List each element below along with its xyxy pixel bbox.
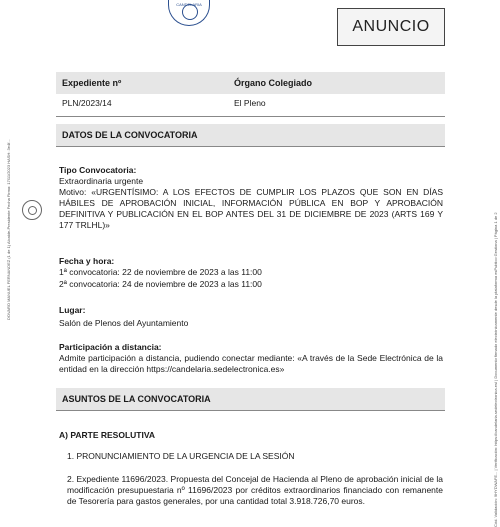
seal-text: CANDELARIA: [176, 2, 202, 7]
parte-resolutiva-title: A) PARTE RESOLUTIVA: [59, 430, 156, 440]
fecha-segunda: 2ª convocatoria: 24 de noviembre de 2023 a las 11:00: [59, 279, 262, 289]
tipo-label: Tipo Convocatoria:: [59, 165, 137, 175]
municipal-seal-logo: [168, 0, 210, 26]
right-margin-validation: Cód. Validación: 9HYDWAFE... | Verificación: https://candelaria.sedelectronica.es/ | Documento firmado electrónicamente desde la plataforma esPublico Gestiona | Página 1 de 2: [493, 212, 498, 527]
motivo-text: Motivo: «URGENTÍSIMO: A LOS EFECTOS DE CUMPLIR LOS PLAZOS QUE SON EN DÍAS HÁBILES DE APROBACIÓN INICIAL, INFORMACIÓN PÚBLICA EN BOP Y APROBACIÓN DEFINITIVA Y PUBLICACIÓN EN EL BOP ANTES DEL 31 DE DICIEMBRE DE 2023 (ARTS 169 Y 177 TRLHL)»: [59, 187, 443, 230]
datos-section-header: [56, 124, 445, 146]
info-header-row: [56, 72, 445, 94]
datos-title: DATOS DE LA CONVOCATORIA: [62, 130, 198, 140]
fecha-primera: 1ª convocatoria: 22 de noviembre de 2023 a las 11:00: [59, 267, 262, 277]
asuntos-section-header: [56, 388, 445, 410]
tipo-value: Extraordinaria urgente: [59, 176, 144, 186]
participacion-label: Participación a distancia:: [59, 342, 162, 352]
expediente-label: Expediente nº: [62, 78, 122, 88]
asuntos-title: ASUNTOS DE LA CONVOCATORIA: [62, 394, 211, 404]
organo-label: Órgano Colegiado: [234, 78, 313, 88]
expediente-value: PLN/2023/14: [62, 98, 112, 108]
lugar-value: Salón de Plenos del Ayuntamiento: [59, 318, 189, 328]
left-margin-signature: DOVARO MANUEL FERNANDEZ (1 de 1) Alcalde-Presidente Fecha Firma: 17/11/2023 HASH: 3e4f...: [6, 139, 11, 320]
agenda-item-2: 2. Expediente 11696/2023. Propuesta del Concejal de Hacienda al Pleno de aprobación inicial de la modificación presupuestaria nº 11696/2023 por créditos extraordinarios financiado con remanente de Tesorería para gastos generales, por una cantidad total 3.918.726,70 euros.: [67, 474, 443, 506]
divider: [56, 116, 445, 117]
fecha-label: Fecha y hora:: [59, 256, 115, 266]
divider: [56, 410, 445, 411]
agenda-item-1: 1. PRONUNCIAMIENTO DE LA URGENCIA DE LA SESIÓN: [67, 451, 295, 461]
organo-value: El Pleno: [234, 98, 266, 108]
participacion-value: Admite participación a distancia, pudiendo conectar mediante: «A través de la Sede Electrónica de la entidad en la dirección https://candelaria.sedelectronica.es»: [59, 353, 443, 374]
signature-stamp-icon: [22, 200, 42, 220]
anuncio-box: ANUNCIO: [337, 8, 445, 46]
divider: [56, 146, 445, 147]
lugar-label: Lugar:: [59, 305, 86, 315]
